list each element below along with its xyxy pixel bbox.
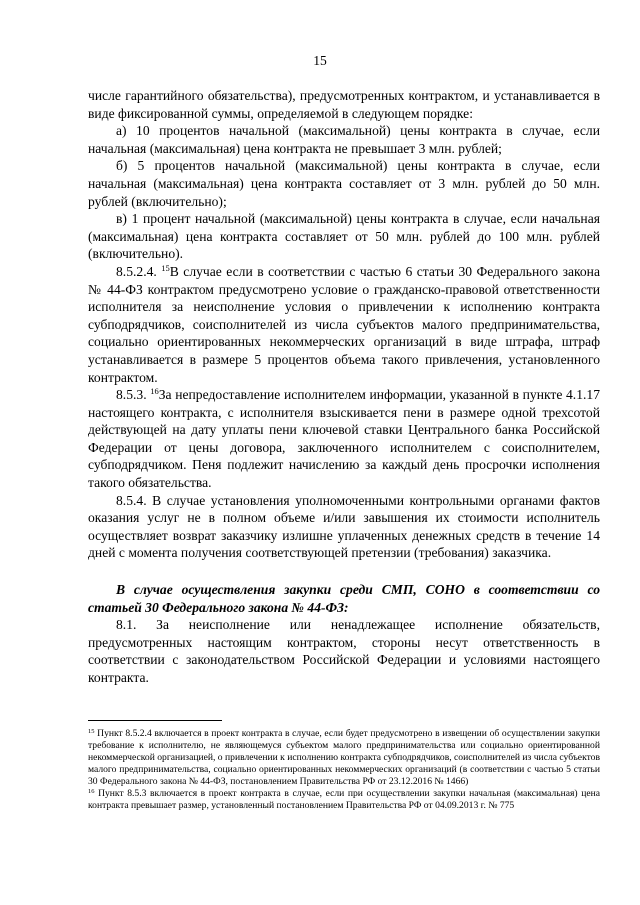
footnote-text: Пункт 8.5.3 включается в проект контракта в случае, если при осуществлении закупки начальная (максимальная) цена контракта превышает размер, установленный постановлением Правительства РФ от 04.09.2013 г. № 775 (88, 788, 600, 811)
section-spacer (88, 562, 600, 581)
footnote-ref-15[interactable]: 15 (161, 262, 170, 273)
paragraph-8-5-3 (88, 386, 600, 492)
footnote-marker-15: 15 (88, 728, 95, 735)
paragraph-continuation: числе гарантийного обязательства), предусмотренных контрактом, и устанавливается в виде фиксированной суммы, определяемой в следующем порядке: (88, 88, 600, 121)
paragraph-item-b: б) 5 процентов начальной (максимальной) цены контракта в случае, если начальная (максимальная) цена контракта составляет от 3 млн. рублей до 50 млн. рублей (включительно); (88, 158, 600, 209)
footnote-text: Пункт 8.5.2.4 включается в проект контракта в случае, если будет предусмотрено в извещении об осуществлении закупки требование к исполнителю, не являющемуся субъектом малого предпринимательства или социально ориентированной некоммерческой организацией, о привлечении к исполнению контракта субподрядчиков, соисполнителей из числа субъектов малого предпринимательства, социально ориентированных некоммерческих организаций (в соответствии с частью 5 статьи 30 Федерального закона № 44-ФЗ, постановлением Правительства РФ от 23.12.2016 № 1466) (88, 728, 600, 787)
footnote-15 (88, 728, 600, 788)
footnotes (88, 728, 600, 812)
paragraph-item-a: а) 10 процентов начальной (максимальной) цены контракта в случае, если начальная (максимальная) цена контракта не превышает 3 млн. рублей; (88, 123, 600, 156)
clause-number: 8.5.2.4. (116, 263, 157, 279)
paragraph-8-5-2-4 (88, 263, 600, 386)
page-number: 15 (313, 53, 327, 68)
clause-text: За непредоставление исполнителем информации, указанной в пункте 4.1.17 настоящего контракта, с исполнителя взыскивается пени в размере одной трехсотой действующей на дату уплаты пени ключевой ставки Центрального банка Российской Федерации от цены договора, заключенного исполнителем с соисполнителем, субподрядчиком. Пеня подлежит начислению за каждый день просрочки исполнения такого обязательства. (88, 387, 600, 491)
footnote-divider (88, 720, 222, 721)
paragraph-8-1: 8.1. За неисполнение или ненадлежащее исполнение обязательств, предусмотренных настоящим контрактом, стороны несут ответственность в соответствии с законодательством Российской Федерации и условиями настоящего контракта. (88, 617, 600, 685)
paragraph-item-c: в) 1 процент начальной (максимальной) цены контракта в случае, если начальная (максимальная) цена контракта составляет от 50 млн. рублей до 100 млн. рублей (включительно). (88, 211, 600, 262)
document-body (88, 87, 600, 687)
paragraph-8-5-4: 8.5.4. В случае установления уполномоченными контрольными органами фактов оказания услуг не в полном объеме и/или завышения их стоимости исполнитель осуществляет возврат заказчику излишне уплаченных денежных средств в течение 14 дней с момента получения соответствующей претензии (требования) заказчика. (88, 492, 600, 561)
footnote-ref-16[interactable]: 16 (150, 386, 159, 397)
clause-number: 8.5.3. (116, 387, 147, 403)
footnote-16 (88, 788, 600, 812)
section-heading: В случае осуществления закупки среди СМП, СОНО в соответствии со статьей 30 Федерального закона № 44-ФЗ: (88, 582, 600, 615)
footnote-marker-16: 16 (88, 788, 95, 795)
clause-text: В случае если в соответствии с частью 6 статьи 30 Федерального закона № 44-ФЗ контрактом предусмотрено условие о гражданско-правовой ответственности исполнителя за неисполнение условия о привлечении к исполнению контракта субподрядчиков, соисполнителей из числа субъектов малого предпринимательства, социально ориентированных некоммерческих организаций в виде штрафа, штраф устанавливается в размере 5 процентов объема такого привлечения, установленного контрактом. (88, 263, 600, 385)
